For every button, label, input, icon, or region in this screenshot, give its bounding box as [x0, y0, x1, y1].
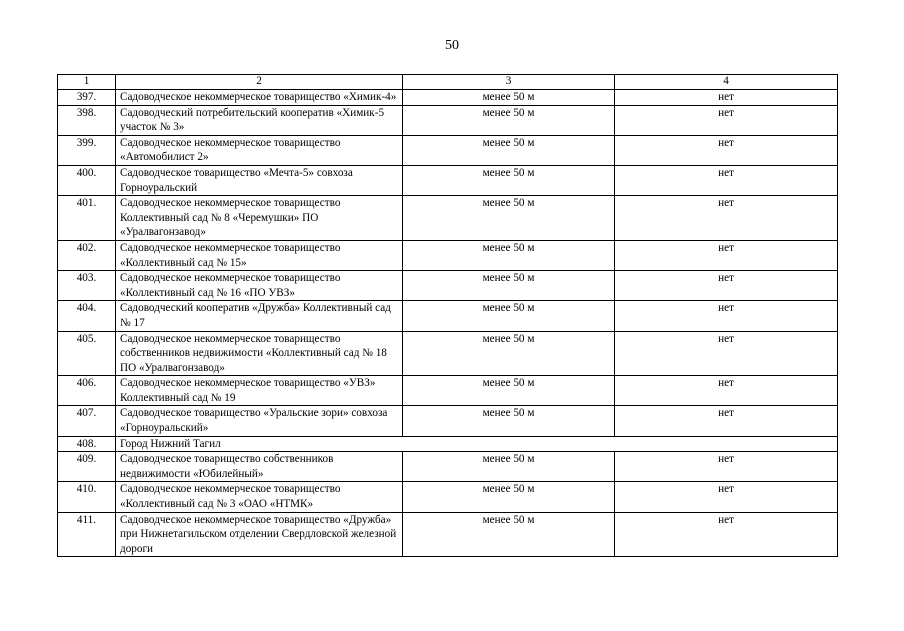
data-table: [57, 74, 838, 557]
organization-name: Садоводческое некоммерческое товарищество «Коллективный сад № 16 «ПО УВЗ»: [116, 271, 403, 301]
distance-cell: менее 50 м: [403, 135, 615, 165]
table-row: [58, 135, 838, 165]
row-number: 397.: [58, 90, 116, 106]
organization-name: Садоводческий потребительский кооператив «Химик-5 участок № 3»: [116, 105, 403, 135]
row-number: 403.: [58, 271, 116, 301]
page-number: 50: [445, 38, 459, 53]
organization-name: Садоводческое некоммерческое товарищество «Химик-4»: [116, 90, 403, 106]
header-row: [58, 75, 838, 90]
row-number: 410.: [58, 482, 116, 512]
flag-cell: нет: [615, 240, 838, 270]
distance-cell: менее 50 м: [403, 406, 615, 436]
organization-name: Садоводческое товарищество собственников недвижимости «Юбилейный»: [116, 452, 403, 482]
table-row: [58, 196, 838, 241]
flag-cell: нет: [615, 331, 838, 376]
flag-cell: нет: [615, 482, 838, 512]
row-number: 405.: [58, 331, 116, 376]
table-row: [58, 376, 838, 406]
flag-cell: нет: [615, 301, 838, 331]
row-number: 411.: [58, 512, 116, 557]
table-header: [58, 75, 838, 90]
row-number: 408.: [58, 436, 116, 452]
table-row: [58, 105, 838, 135]
table-row: [58, 240, 838, 270]
flag-cell: нет: [615, 90, 838, 106]
column-header-1: 1: [58, 75, 116, 90]
table-row: [58, 90, 838, 106]
flag-cell: нет: [615, 512, 838, 557]
row-number: 399.: [58, 135, 116, 165]
distance-cell: менее 50 м: [403, 482, 615, 512]
distance-cell: менее 50 м: [403, 105, 615, 135]
table-row: [58, 512, 838, 557]
distance-cell: менее 50 м: [403, 301, 615, 331]
distance-cell: менее 50 м: [403, 331, 615, 376]
organization-name: Садоводческое некоммерческое товарищество «Коллективный сад № 3 «ОАО «НТМК»: [116, 482, 403, 512]
table-row: [58, 301, 838, 331]
table-row: [58, 406, 838, 436]
row-number: 402.: [58, 240, 116, 270]
column-header-4: 4: [615, 75, 838, 90]
flag-cell: нет: [615, 271, 838, 301]
organization-name: Садоводческое некоммерческое товарищество «Коллективный сад № 15»: [116, 240, 403, 270]
organization-name: Садоводческое некоммерческое товарищество собственников недвижимости «Коллективный сад № 18 ПО «Уралвагонзавод»: [116, 331, 403, 376]
table-row: [58, 482, 838, 512]
flag-cell: нет: [615, 406, 838, 436]
row-number: 409.: [58, 452, 116, 482]
organization-name: Садоводческое некоммерческое товарищество «Автомобилист 2»: [116, 135, 403, 165]
organization-name: Садоводческий кооператив «Дружба» Коллективный сад № 17: [116, 301, 403, 331]
flag-cell: нет: [615, 165, 838, 195]
row-number: 398.: [58, 105, 116, 135]
row-number: 404.: [58, 301, 116, 331]
distance-cell: менее 50 м: [403, 512, 615, 557]
row-number: 401.: [58, 196, 116, 241]
organization-name: Садоводческое некоммерческое товарищество Коллективный сад № 8 «Черемушки» ПО «Уралвагонзавод»: [116, 196, 403, 241]
table-row: [58, 271, 838, 301]
distance-cell: менее 50 м: [403, 196, 615, 241]
organization-name: Садоводческое некоммерческое товарищество «Дружба» при Нижнетагильском отделении Свердловской железной дороги: [116, 512, 403, 557]
organization-name: Садоводческое товарищество «Уральские зори» совхоза «Горноуральский»: [116, 406, 403, 436]
section-row: [58, 436, 838, 452]
flag-cell: нет: [615, 105, 838, 135]
section-title: Город Нижний Тагил: [116, 436, 838, 452]
flag-cell: нет: [615, 196, 838, 241]
distance-cell: менее 50 м: [403, 376, 615, 406]
flag-cell: нет: [615, 452, 838, 482]
organization-name: Садоводческое товарищество «Мечта-5» совхоза Горноуральский: [116, 165, 403, 195]
row-number: 406.: [58, 376, 116, 406]
distance-cell: менее 50 м: [403, 90, 615, 106]
row-number: 400.: [58, 165, 116, 195]
column-header-3: 3: [403, 75, 615, 90]
row-number: 407.: [58, 406, 116, 436]
distance-cell: менее 50 м: [403, 165, 615, 195]
flag-cell: нет: [615, 135, 838, 165]
organization-name: Садоводческое некоммерческое товарищество «УВЗ» Коллективный сад № 19: [116, 376, 403, 406]
column-header-2: 2: [116, 75, 403, 90]
table-body: [58, 90, 838, 557]
table-row: [58, 331, 838, 376]
table-row: [58, 452, 838, 482]
table-row: [58, 165, 838, 195]
distance-cell: менее 50 м: [403, 271, 615, 301]
flag-cell: нет: [615, 376, 838, 406]
distance-cell: менее 50 м: [403, 452, 615, 482]
distance-cell: менее 50 м: [403, 240, 615, 270]
